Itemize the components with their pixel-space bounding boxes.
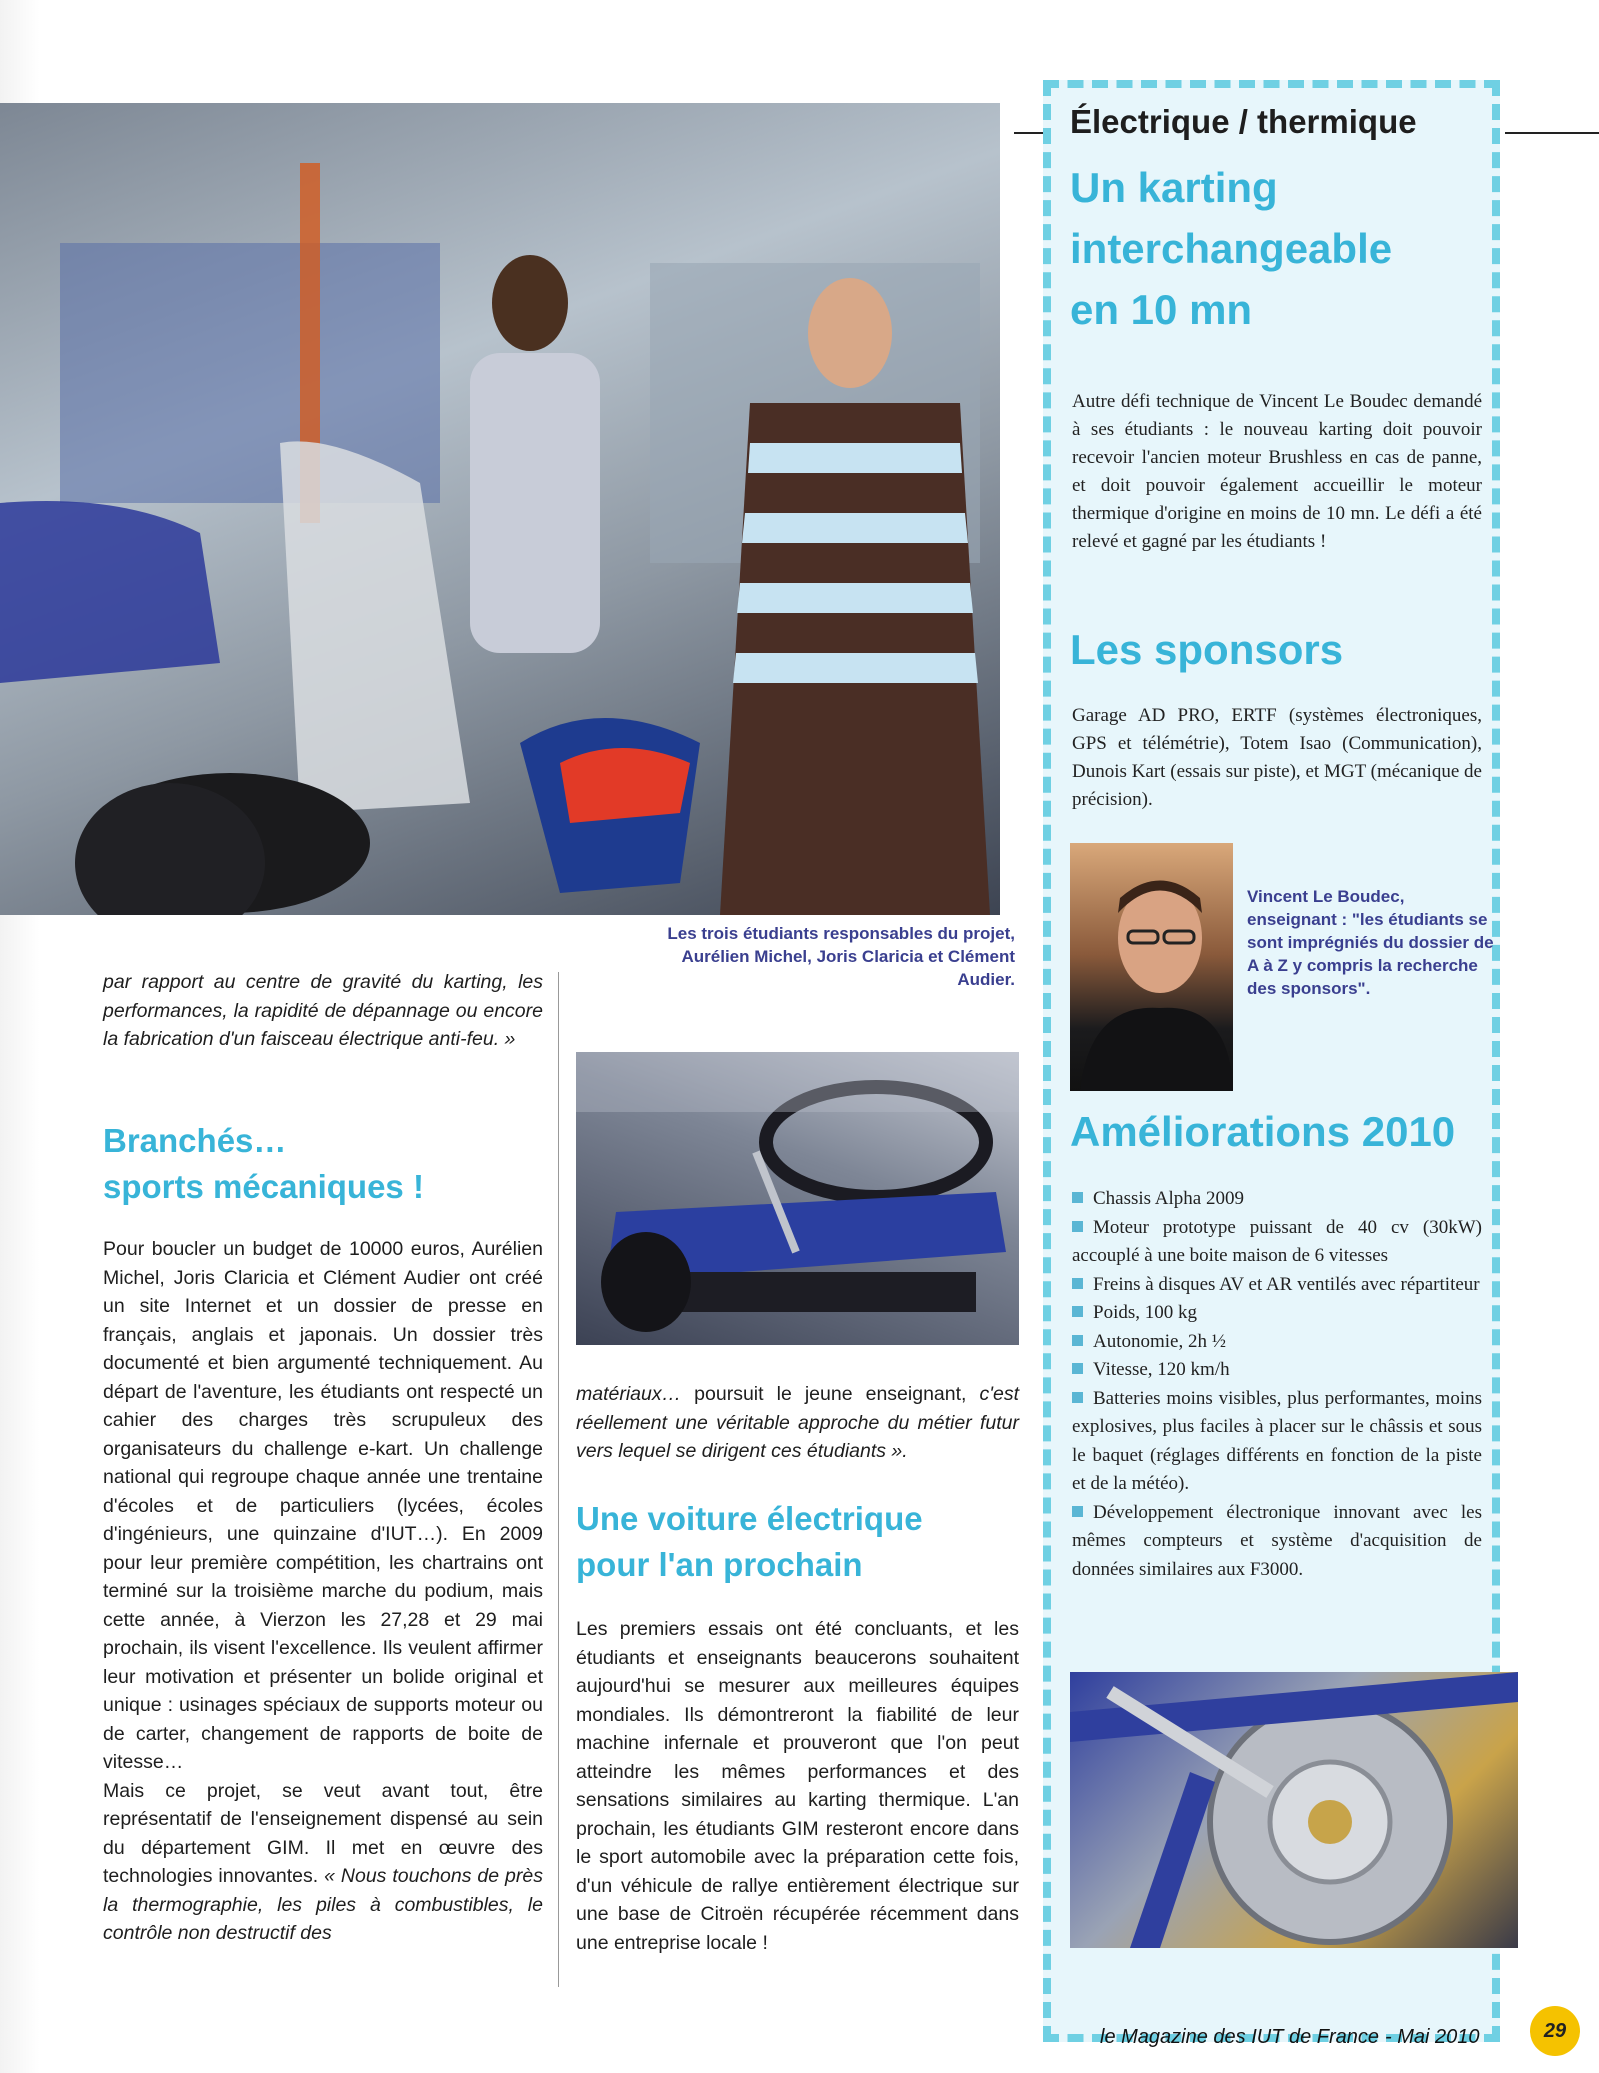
brake-disc-illustration <box>1070 1672 1518 1948</box>
heading-branches <box>103 1118 424 1210</box>
col1-paragraph-2 <box>103 1777 543 1948</box>
list-item: Autonomie, 2h ½ <box>1072 1328 1482 1357</box>
square-bullet-icon <box>1072 1335 1083 1346</box>
students-kart-illustration <box>0 103 1000 915</box>
sidebar-defi-text: Autre défi technique de Vincent Le Boudec demandé à ses étudiants : le nouveau karting doit pouvoir recevoir l'ancien moteur Brushless en cas de panne, et doit pouvoir également accueillir le moteur thermique d'origine en moins de 10 mn. Le défi a été relevé et gagné par les étudiants ! <box>1072 391 1482 552</box>
col2-quote-ital-2: c'est réellement une véritable approche du métier futur vers lequel se dirigent ces étudiants ». <box>576 1383 1019 1462</box>
sidebar-title-line3: en 10 mn <box>1070 286 1253 333</box>
column-divider <box>558 972 559 1987</box>
square-bullet-icon <box>1072 1192 1083 1203</box>
teacher-portrait-illustration <box>1070 843 1233 1091</box>
page-number-badge: 29 <box>1530 2006 1580 2056</box>
list-item: Moteur prototype puissant de 40 cv (30kW) accouplé à une boite maison de 6 vitesses <box>1072 1216 1482 1266</box>
kicker-rule-right <box>1505 132 1599 134</box>
students-kart-photo <box>0 103 1000 915</box>
square-bullet-icon <box>1072 1363 1083 1374</box>
col2-quote-end <box>576 1380 1019 1466</box>
sidebar-kicker: Électrique / thermique <box>1070 103 1417 140</box>
square-bullet-icon <box>1072 1278 1083 1289</box>
list-item: Poids, 100 kg <box>1072 1299 1482 1328</box>
kart-chassis-illustration <box>576 1052 1019 1345</box>
list-item: Freins à disques AV et AR ventilés avec répartiteur <box>1072 1271 1482 1300</box>
square-bullet-icon <box>1072 1306 1083 1317</box>
main-photo-caption: Les trois étudiants responsables du projet, Aurélien Michel, Joris Claricia et Clément Audier. <box>667 924 1015 989</box>
col1-article-text <box>103 1235 543 1948</box>
square-bullet-icon <box>1072 1221 1083 1232</box>
ameliorations-list <box>1072 1185 1482 1584</box>
square-bullet-icon <box>1072 1392 1083 1403</box>
teacher-portrait-photo <box>1070 843 1233 1091</box>
col2-article-text: Les premiers essais ont été concluants, et les étudiants et enseignants beaucerons souhaitent aujourd'hui se mesurer aux meilleures équipes mondiales. Ils démontreront la fiabilité de leur machine infernale et prouveront que l'on peut atteindre les mêmes performances et des sensations similaires au karting thermique. L'an prochain, les étudiants GIM resteront encore dans le sport automobile avec la préparation cette fois, d'un véhicule de rallye entièrement électrique sur une base de Citroën récupérée récemment dans une entreprise locale ! <box>576 1618 1019 1954</box>
issue-date: - Mai 2010 <box>1385 2026 1480 2048</box>
list-item: Vitesse, 120 km/h <box>1072 1356 1482 1385</box>
list-item: Développement électronique innovant avec les mêmes compteurs et système d'acquisition de données similaires aux F3000. <box>1072 1501 1482 1580</box>
col2-quote-ital-1: matériaux… <box>576 1383 682 1405</box>
teacher-portrait-caption: Vincent Le Boudec, enseignant : "les étudiants se sont imprégniés du dossier de A à Z y compris la recherche des sponsors". <box>1247 887 1494 998</box>
sponsors-heading: Les sponsors <box>1070 626 1344 673</box>
heading-voiture <box>576 1496 923 1588</box>
intro-quote: par rapport au centre de gravité du karting, les performances, la rapidité de dépannage ou encore la fabrication d'un faisceau électrique anti-feu. » <box>103 971 543 1050</box>
kart-chassis-photo <box>576 1052 1019 1345</box>
heading-voiture-line2: pour l'an prochain <box>576 1546 863 1583</box>
sidebar-title-line1: Un karting <box>1070 164 1278 211</box>
col1-paragraph-1: Pour boucler un budget de 10000 euros, Aurélien Michel, Joris Claricia et Clément Audier ont créé un site Internet et un dossier de presse en français, anglais et japonais. Un dossier très documenté et bien argumenté techniquement. Au départ de l'aventure, les étudiants ont respecté un cahier des charges très scrupuleux des organisateurs du challenge e-kart. Un challenge national qui regroupe chaque année une trentaine d'écoles et de particuliers (lycées, écoles d'ingénieurs, une quinzaine d'IUT…). En 2009 pour leur première compétition, les chartrains ont terminé sur la troisième marche du podium, mais cette année, à Vierzon les 27,28 et 29 mai prochain, ils visent l'excellence. Ils veulent affirmer leur motivation et présenter un bolide original et unique : usinages spéciaux de supports moteur ou de carter, changement de rapports de boite de vitesse… <box>103 1238 543 1773</box>
heading-voiture-line1: Une voiture électrique <box>576 1500 923 1537</box>
brake-disc-photo <box>1070 1672 1518 1948</box>
square-bullet-icon <box>1072 1506 1083 1517</box>
magazine-name: le Magazine des IUT de France <box>1100 2026 1380 2048</box>
list-item: Chassis Alpha 2009 <box>1072 1185 1482 1214</box>
sidebar-title <box>1070 157 1392 340</box>
heading-branches-line2: sports mécaniques ! <box>103 1168 424 1205</box>
ameliorations-heading: Améliorations 2010 <box>1070 1108 1456 1155</box>
magazine-footer <box>1100 2026 1480 2049</box>
heading-branches-line1: Branchés… <box>103 1122 287 1159</box>
col1-paragraph-2-quote: « Nous touchons de près la thermographie, les piles à combustibles, le contrôle non destructif des <box>103 1865 543 1944</box>
sidebar-title-line2: interchangeable <box>1070 225 1393 272</box>
col2-quote-plain: poursuit le jeune enseignant, <box>681 1383 980 1405</box>
sponsors-text: Garage AD PRO, ERTF (systèmes électroniques, GPS et télémétrie), Totem Isao (Communication), Dunois Kart (essais sur piste), et MGT (mécanique de précision). <box>1072 705 1482 810</box>
list-item: Batteries moins visibles, plus performantes, moins explosives, plus faciles à placer sur le châssis et sous le baquet (réglages différents en fonction de la piste et de la météo). <box>1072 1387 1482 1494</box>
col1-paragraph-2-plain: Mais ce projet, se veut avant tout, être représentatif de l'enseignement dispensé au sein du département GIM. Il met en œuvre des technologies innovantes. <box>103 1779 543 1887</box>
